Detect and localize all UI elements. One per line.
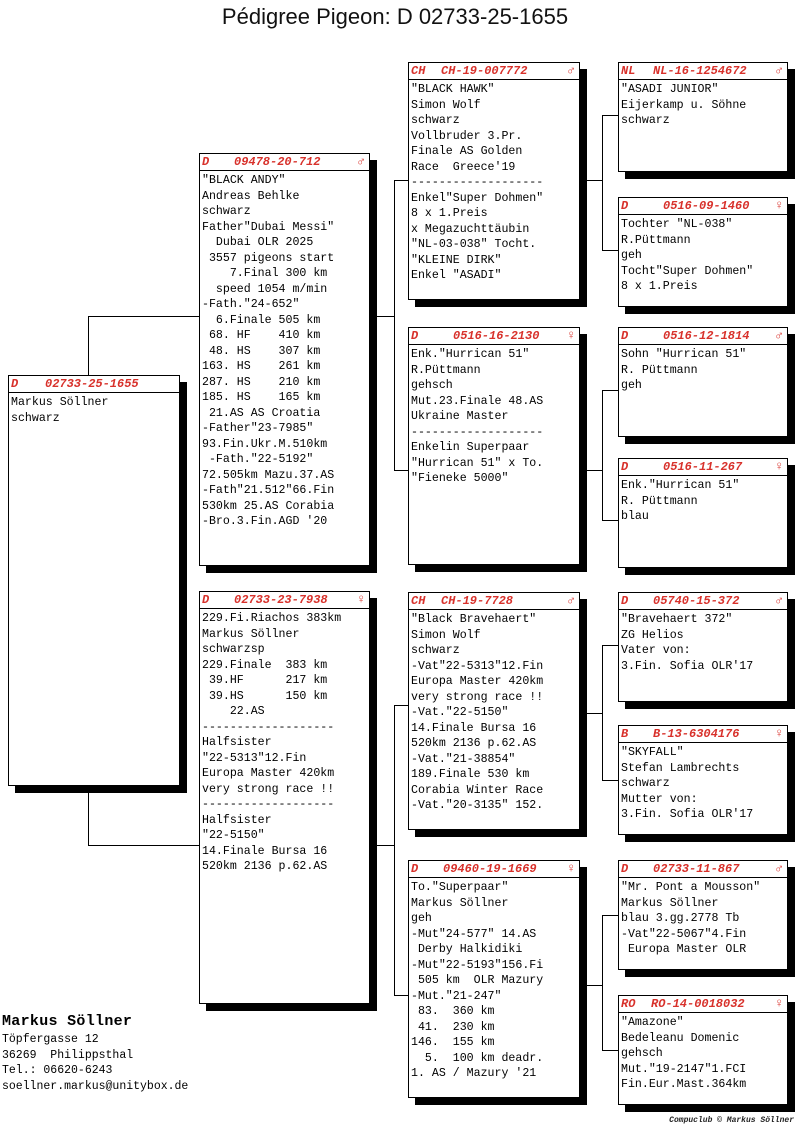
ring-number: CH-19-7728 bbox=[441, 594, 514, 608]
card-line: 68. HF 410 km bbox=[202, 329, 321, 342]
card-line: Dubai OLR 2025 bbox=[202, 236, 314, 249]
card-line: 185. HS 165 km bbox=[202, 391, 321, 404]
connector-line bbox=[394, 180, 395, 470]
card-line: -Vat."21-38854" bbox=[411, 752, 516, 766]
ring-number: 05740-15-372 bbox=[653, 594, 740, 608]
pigeon-card-mother bbox=[199, 591, 370, 1004]
male-icon: ♂ bbox=[775, 328, 783, 343]
pigeon-card-ff bbox=[408, 62, 580, 300]
pigeon-card-fm bbox=[408, 327, 580, 565]
connector-line bbox=[602, 915, 618, 916]
connector-line bbox=[370, 316, 394, 317]
card-line: -Vat."20-3135" 152. bbox=[411, 799, 544, 812]
male-icon: ♂ bbox=[775, 593, 783, 608]
country-code: D bbox=[11, 377, 19, 391]
card-line: very strong race !! bbox=[202, 782, 335, 796]
country-code: D bbox=[202, 593, 210, 607]
ring-number: 0516-11-267 bbox=[663, 460, 743, 474]
card-line: -Mut"22-5193"156.Fi bbox=[411, 958, 544, 972]
country-code: NL bbox=[621, 64, 636, 78]
card-line: R.Püttmann bbox=[621, 233, 691, 247]
pigeon-card-fmm bbox=[618, 458, 788, 568]
card-line: speed 1054 m/min bbox=[202, 282, 328, 296]
card-line: R.Püttmann bbox=[411, 363, 481, 377]
card-line: "ASADI JUNIOR" bbox=[621, 83, 719, 96]
pigeon-card-mmf bbox=[618, 860, 788, 970]
ring-number: 0516-16-2130 bbox=[453, 329, 540, 343]
ring-number: 09460-19-1669 bbox=[443, 862, 537, 876]
owner-email: soellner.markus@unitybox.de bbox=[2, 1079, 189, 1093]
card-line: 6.Finale 505 km bbox=[202, 313, 321, 327]
card-line: "Bravehaert 372" bbox=[621, 613, 733, 626]
card-line: -Mut."21-247" bbox=[411, 989, 502, 1003]
card-line: "Fieneke 5000" bbox=[411, 472, 509, 485]
card-line: Enk."Hurrican 51" bbox=[621, 479, 740, 492]
card-line: 48. HS 307 km bbox=[202, 344, 321, 358]
country-code: D bbox=[202, 155, 210, 169]
connector-line bbox=[602, 915, 603, 1050]
connector-line bbox=[370, 845, 394, 846]
card-line: ZG Helios bbox=[621, 628, 684, 642]
card-line: "Hurrican 51" x To. bbox=[411, 456, 544, 470]
card-line: 189.Finale 530 km bbox=[411, 768, 530, 781]
card-line: Father"Dubai Messi" bbox=[202, 220, 335, 234]
card-line: Eijerkamp u. Söhne bbox=[621, 98, 747, 112]
card-line: -Vat"22-5067"4.Fin bbox=[621, 927, 747, 941]
card-line: -Fath."24-652" bbox=[202, 298, 300, 311]
card-line: 83. 360 km bbox=[411, 1005, 495, 1018]
country-code: D bbox=[621, 594, 629, 608]
pigeon-card-mff bbox=[618, 592, 788, 702]
card-line: x Megazuchttäubin bbox=[411, 222, 530, 236]
card-line: geh bbox=[621, 379, 642, 392]
country-code: D bbox=[621, 460, 629, 474]
pigeon-card-mm bbox=[408, 860, 580, 1098]
card-line: 530km 25.AS Corabia bbox=[202, 499, 335, 513]
card-line: R. Püttmann bbox=[621, 494, 698, 508]
page-title: Pédigree Pigeon: D 02733-25-1655 bbox=[221, 4, 569, 29]
card-line: 1. AS / Mazury '21 bbox=[411, 1067, 537, 1080]
card-line: ------------------- bbox=[411, 425, 544, 439]
card-line: -Vat"22-5313"12.Fin bbox=[411, 659, 544, 673]
card-line: Halfsister bbox=[202, 736, 272, 749]
connector-line bbox=[602, 1050, 618, 1051]
card-line: gehsch bbox=[621, 1047, 663, 1060]
female-icon: ♀ bbox=[567, 861, 575, 876]
ring-number: 02733-11-867 bbox=[653, 862, 740, 876]
card-line: 39.HS 150 km bbox=[202, 689, 328, 703]
male-icon: ♂ bbox=[775, 861, 783, 876]
ring-number: CH-19-007772 bbox=[441, 64, 528, 78]
connector-line bbox=[602, 390, 603, 520]
connector-line bbox=[394, 470, 408, 471]
card-line: -Father"23-7985" bbox=[202, 422, 314, 435]
card-line: Ukraine Master bbox=[411, 410, 509, 423]
copyright-note: Compuclub © Markus Söllner bbox=[669, 1116, 794, 1125]
connector-line bbox=[602, 520, 618, 521]
card-line: 8 x 1.Preis bbox=[621, 280, 698, 293]
card-line: Finale AS Golden bbox=[411, 145, 523, 158]
pigeon-card-fmf bbox=[618, 327, 788, 437]
ring-number: 0516-09-1460 bbox=[663, 199, 750, 213]
male-icon: ♂ bbox=[775, 63, 783, 78]
country-code: B bbox=[621, 727, 629, 741]
card-line: schwarz bbox=[202, 205, 251, 218]
card-line: Markus Söllner bbox=[411, 896, 509, 910]
card-line: "22-5313"12.Fin bbox=[202, 751, 307, 765]
card-line: 3.Fin. Sofia OLR'17 bbox=[621, 659, 754, 673]
card-line: blau bbox=[621, 510, 649, 523]
connector-line bbox=[580, 470, 602, 471]
connector-line bbox=[602, 390, 618, 391]
card-line: 22.AS bbox=[202, 705, 265, 718]
card-line: 8 x 1.Preis bbox=[411, 207, 488, 220]
card-line: 505 km OLR Mazury bbox=[411, 974, 544, 987]
card-line: 93.Fin.Ukr.M.510km bbox=[202, 437, 328, 451]
card-line: 146. 155 km bbox=[411, 1036, 495, 1049]
card-line: Mutter von: bbox=[621, 792, 698, 806]
card-line: "NL-03-038" Tocht. bbox=[411, 238, 537, 251]
card-line: 72.505km Mazu.37.AS bbox=[202, 468, 335, 482]
connector-line bbox=[602, 780, 618, 781]
country-code: D bbox=[621, 199, 629, 213]
card-line: Markus Söllner bbox=[621, 896, 719, 910]
connector-line bbox=[580, 985, 602, 986]
card-line: "SKYFALL" bbox=[621, 746, 684, 759]
card-line: very strong race !! bbox=[411, 690, 544, 704]
card-line: Tocht"Super Dohmen" bbox=[621, 264, 754, 278]
owner-address bbox=[2, 1012, 188, 1094]
card-line: 3.Fin. Sofia OLR'17 bbox=[621, 808, 754, 821]
card-line: Markus Söllner bbox=[202, 627, 300, 641]
card-line: -Mut"24-577" 14.AS bbox=[411, 927, 537, 941]
female-icon: ♀ bbox=[775, 996, 783, 1011]
card-line: Enkel"Super Dohmen" bbox=[411, 191, 544, 205]
pigeon-card-mfm bbox=[618, 725, 788, 835]
card-line: R. Püttmann bbox=[621, 363, 698, 377]
card-line: 41. 230 km bbox=[411, 1020, 495, 1034]
card-line: "KLEINE DIRK" bbox=[411, 253, 502, 267]
male-icon: ♂ bbox=[567, 593, 575, 608]
card-line: -Fath."22-5192" bbox=[202, 453, 314, 466]
connector-line bbox=[394, 705, 408, 706]
card-line: gehsch bbox=[411, 379, 453, 392]
card-line: Derby Halkidiki bbox=[411, 943, 523, 956]
country-code: D bbox=[411, 862, 419, 876]
pigeon-card-father bbox=[199, 153, 370, 566]
ring-number: 09478-20-712 bbox=[234, 155, 321, 169]
card-line: Sohn "Hurrican 51" bbox=[621, 348, 747, 361]
card-line: To."Superpaar" bbox=[411, 881, 509, 894]
pigeon-card-subject bbox=[8, 375, 180, 786]
card-line: Mut."19-2147"1.FCI bbox=[621, 1062, 747, 1076]
ring-number: 02733-23-7938 bbox=[234, 593, 328, 607]
ring-number: 0516-12-1814 bbox=[663, 329, 750, 343]
connector-line bbox=[602, 115, 603, 250]
card-line: Corabia Winter Race bbox=[411, 783, 544, 797]
card-line: "Mr. Pont a Mousson" bbox=[621, 881, 761, 894]
card-line: 3557 pigeons start bbox=[202, 251, 335, 265]
card-line: Enkelin Superpaar bbox=[411, 441, 530, 454]
card-line: 229.Finale 383 km bbox=[202, 658, 328, 672]
card-line: Simon Wolf bbox=[411, 98, 481, 112]
owner-name: Markus Söllner bbox=[2, 1013, 133, 1030]
pigeon-card-ffm bbox=[618, 197, 788, 307]
ring-number: 02733-25-1655 bbox=[45, 377, 139, 391]
card-line: -Bro.3.Fin.AGD '20 bbox=[202, 515, 328, 528]
card-line: ------------------- bbox=[202, 720, 335, 734]
card-line: ------------------- bbox=[202, 798, 335, 811]
card-line: "BLACK ANDY" bbox=[202, 174, 286, 187]
connector-line bbox=[88, 316, 89, 376]
card-line: Vater von: bbox=[621, 644, 691, 657]
male-icon: ♂ bbox=[357, 154, 365, 169]
card-line: 21.AS AS Croatia bbox=[202, 406, 321, 420]
card-line: schwarz bbox=[11, 411, 60, 425]
connector-line bbox=[88, 845, 199, 846]
card-line: Mut.23.Finale 48.AS bbox=[411, 394, 544, 408]
connector-line bbox=[602, 115, 618, 116]
card-line: 14.Finale Bursa 16 bbox=[202, 844, 328, 858]
card-line: schwarz bbox=[411, 644, 460, 657]
card-line: Bedeleanu Domenic bbox=[621, 1031, 740, 1045]
country-code: D bbox=[621, 329, 629, 343]
card-line: Andreas Behlke bbox=[202, 189, 300, 203]
country-code: CH bbox=[411, 64, 426, 78]
card-line: Europa Master 420km bbox=[202, 767, 335, 780]
connector-line bbox=[394, 180, 408, 181]
card-line: "Black Bravehaert" bbox=[411, 613, 537, 626]
card-line: Fin.Eur.Mast.364km bbox=[621, 1078, 747, 1091]
card-line: Tochter "NL-038" bbox=[621, 218, 733, 231]
owner-street: Töpfergasse 12 bbox=[2, 1033, 99, 1046]
card-line: 7.Final 300 km bbox=[202, 267, 328, 280]
connector-line bbox=[602, 645, 603, 780]
card-line: blau 3.gg.2778 Tb bbox=[621, 912, 740, 925]
ring-number: B-13-6304176 bbox=[653, 727, 740, 741]
card-line: Race Greece'19 bbox=[411, 160, 516, 174]
connector-line bbox=[580, 713, 602, 714]
country-code: CH bbox=[411, 594, 426, 608]
card-line: schwarzsp bbox=[202, 643, 265, 656]
card-line: 229.Fi.Riachos 383km bbox=[202, 612, 342, 625]
card-line: Halfsister bbox=[202, 813, 272, 827]
female-icon: ♀ bbox=[775, 459, 783, 474]
card-line: 287. HS 210 km bbox=[202, 375, 321, 389]
card-line: 520km 2136 p.62.AS bbox=[411, 737, 537, 750]
card-line: 14.Finale Bursa 16 bbox=[411, 721, 537, 735]
connector-line bbox=[602, 250, 618, 251]
country-code: D bbox=[411, 329, 419, 343]
connector-line bbox=[602, 645, 618, 646]
card-line: 39.HF 217 km bbox=[202, 674, 328, 687]
card-line: -Fath"21.512"66.Fin bbox=[202, 484, 335, 497]
connector-line bbox=[394, 995, 408, 996]
card-line: -Vat."22-5150" bbox=[411, 706, 509, 719]
card-line: "BLACK HAWK" bbox=[411, 83, 495, 96]
male-icon: ♂ bbox=[567, 63, 575, 78]
connector-line bbox=[88, 785, 89, 845]
card-line: ------------------- bbox=[411, 176, 544, 189]
female-icon: ♀ bbox=[357, 592, 365, 607]
card-line: Simon Wolf bbox=[411, 628, 481, 642]
owner-city: 36269 Philippsthal bbox=[2, 1048, 134, 1062]
card-line: Stefan Lambrechts bbox=[621, 761, 740, 775]
card-line: schwarz bbox=[621, 777, 670, 790]
card-line: "Amazone" bbox=[621, 1016, 684, 1029]
country-code: D bbox=[621, 862, 629, 876]
ring-number: RO-14-0018032 bbox=[651, 997, 745, 1011]
card-line: schwarz bbox=[621, 114, 670, 127]
connector-line bbox=[580, 180, 602, 181]
connector-line bbox=[88, 316, 199, 317]
female-icon: ♀ bbox=[775, 726, 783, 741]
pigeon-card-mf bbox=[408, 592, 580, 830]
card-line: 5. 100 km deadr. bbox=[411, 1051, 544, 1065]
card-line: Vollbruder 3.Pr. bbox=[411, 129, 523, 143]
card-line: geh bbox=[411, 912, 432, 925]
card-line: 163. HS 261 km bbox=[202, 360, 321, 373]
card-line: Enk."Hurrican 51" bbox=[411, 348, 530, 361]
pigeon-card-mmm bbox=[618, 995, 788, 1105]
card-line: Europa Master OLR bbox=[621, 943, 747, 956]
card-line: geh bbox=[621, 249, 642, 262]
card-line: "22-5150" bbox=[202, 829, 265, 842]
owner-phone: Tel.: 06620-6243 bbox=[2, 1064, 113, 1077]
ring-number: NL-16-1254672 bbox=[653, 64, 747, 78]
card-line: Markus Söllner bbox=[11, 396, 109, 409]
female-icon: ♀ bbox=[775, 198, 783, 213]
card-line: 520km 2136 p.62.AS bbox=[202, 860, 328, 873]
female-icon: ♀ bbox=[567, 328, 575, 343]
card-line: Europa Master 420km bbox=[411, 675, 544, 688]
country-code: RO bbox=[621, 997, 636, 1011]
card-line: schwarz bbox=[411, 114, 460, 127]
connector-line bbox=[394, 705, 395, 995]
pigeon-card-fff bbox=[618, 62, 788, 172]
card-line: Enkel "ASADI" bbox=[411, 269, 502, 282]
